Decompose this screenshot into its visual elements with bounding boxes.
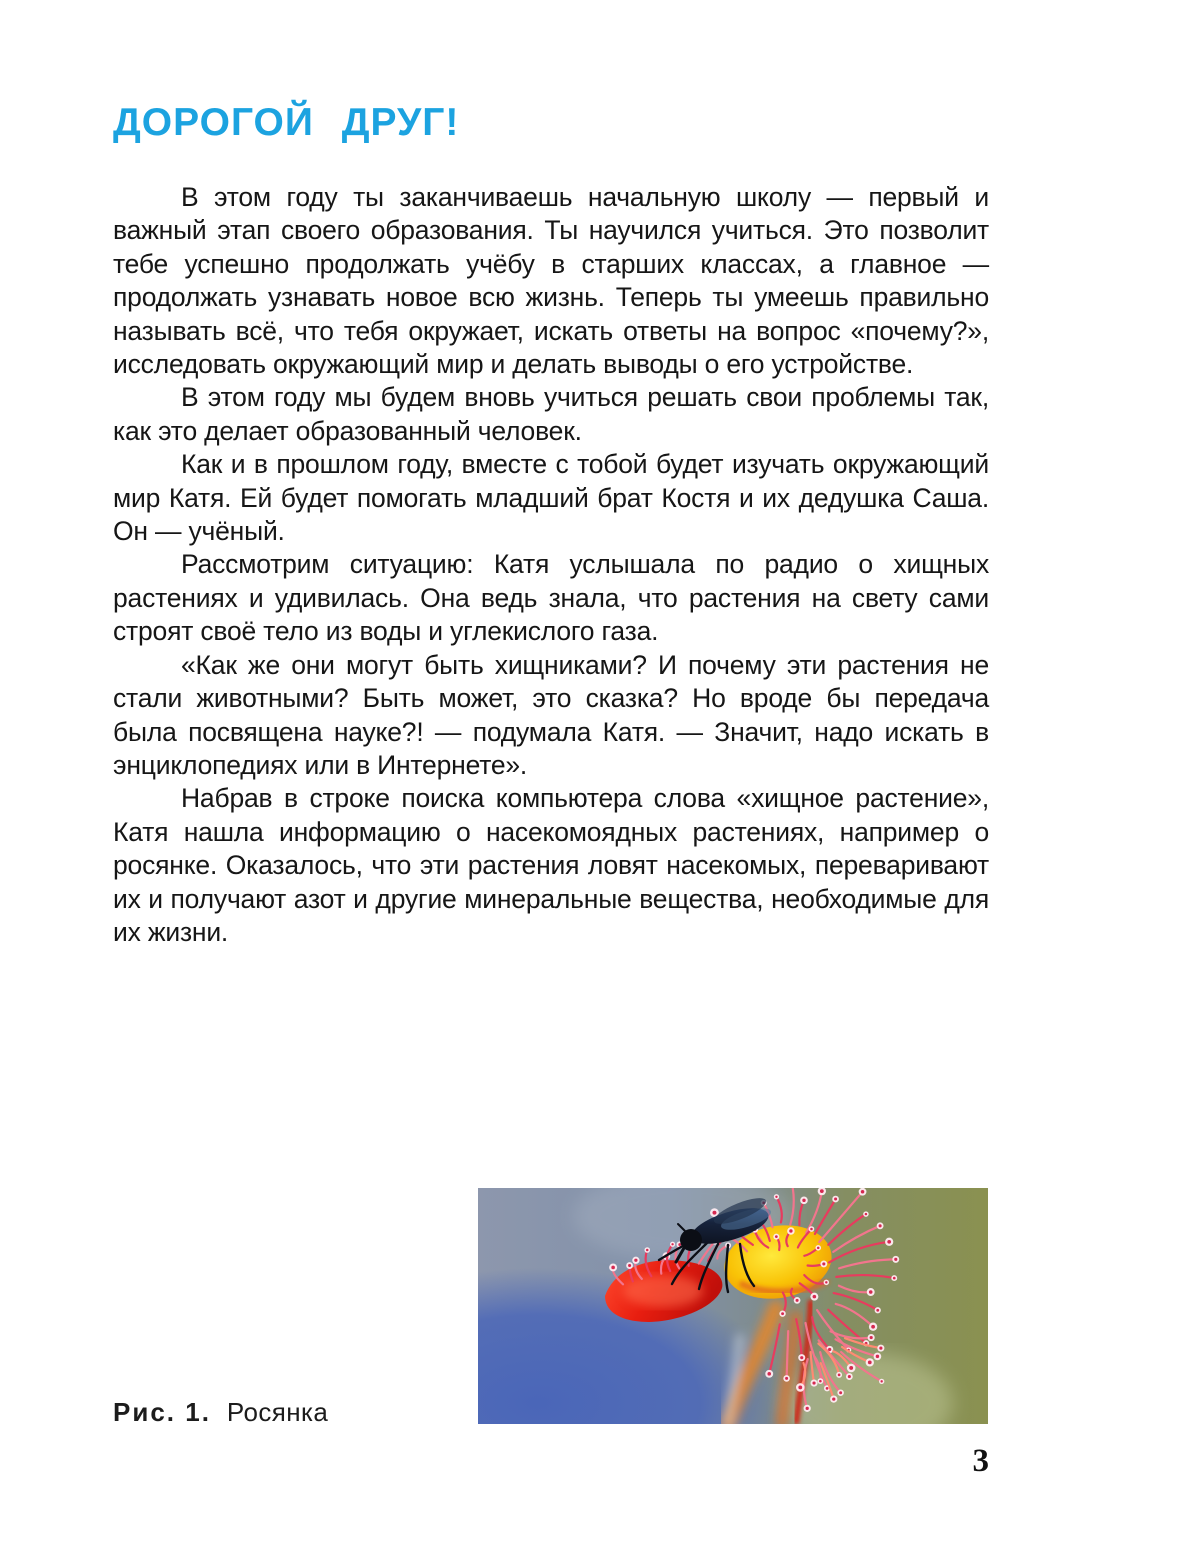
paragraph: В этом году ты заканчиваешь начальную школу — первый и важный этап своего образования. Ты научился учиться. Это позволит тебе успешно продолжать учёбу в старших классах, а главное — продолжать узнавать новое всю жизнь. Теперь ты умеешь правильно называть всё, что тебя окружает, искать ответы на вопрос «почему?», исследовать окружающий мир и делать выводы о его устройстве. [113,182,989,380]
figure-caption-label: Рис. 1. [113,1397,211,1427]
paragraph: Рассмотрим ситуацию: Катя услышала по радио о хищных растениях и удивилась. Она ведь знала, что растения на свету сами строят своё тело из воды и углекислого газа. [113,549,989,647]
paragraph: В этом году мы будем вновь учиться решать свои проблемы так, как это делает образованный человек. [113,382,989,446]
paragraph: Как и в прошлом году, вместе с тобой будет изучать окружающий мир Катя. Ей будет помогать младший брат Костя и их дедушка Саша. Он — учёный. [113,449,989,547]
figure-caption [113,1397,328,1428]
figure-caption-text: Росянка [226,1397,329,1427]
sundew-photo [478,1188,988,1424]
figure-1 [478,1188,988,1424]
paragraph: «Как же они могут быть хищниками? И почему эти растения не стали животными? Быть может, это сказка? Но вроде бы передача была посвящена науке?! — подумала Катя. — Значит, надо искать в энциклопедиях или в Интернете». [113,649,989,780]
page-title: ДОРОГОЙ ДРУГ! [113,101,460,144]
body-text [113,181,989,949]
page-number: 3 [972,1443,989,1479]
paragraph: Набрав в строке поиска компьютера слова «хищное растение», Катя нашла информацию о насекомоядных растениях, например о росянке. Оказалось, что эти растения ловят насекомых, переваривают их и получают азот и другие минеральные вещества, необходимые для их жизни. [113,783,989,947]
